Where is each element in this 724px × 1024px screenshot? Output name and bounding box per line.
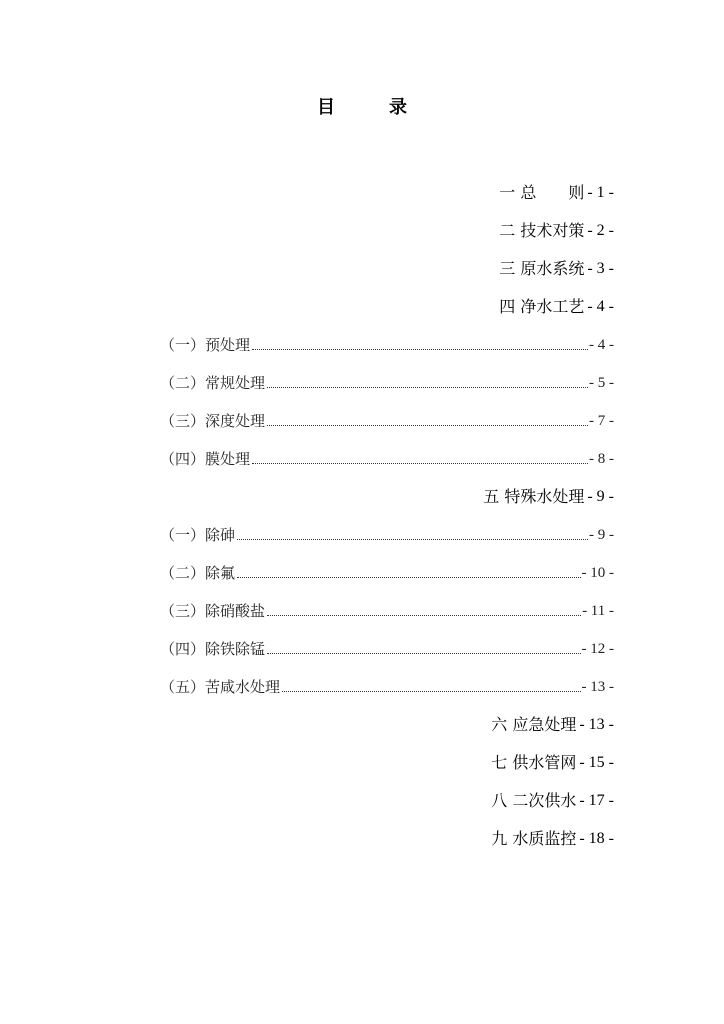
toc-entry[interactable] (499, 257, 614, 279)
toc-subentry[interactable] (160, 447, 614, 469)
dot-leader (267, 653, 580, 654)
toc-entry-page: - 2 - (587, 222, 614, 239)
toc-subentry-label: （五）苦咸水处理 (160, 678, 281, 696)
toc-entry-label: 五 特殊水处理 (483, 487, 585, 506)
toc-entry-label: 六 应急处理 (491, 715, 577, 734)
toc-entry[interactable] (499, 295, 614, 317)
toc-entry-label: 三 原水系统 (499, 259, 585, 278)
dot-leader (267, 425, 588, 426)
toc-subentry-page: - 11 - (582, 603, 614, 619)
toc-subentry[interactable] (160, 371, 614, 393)
toc-entry-label: 七 供水管网 (491, 753, 577, 772)
toc-subentry-label: （三）除硝酸盐 (160, 602, 266, 620)
toc-entry[interactable] (491, 789, 614, 811)
toc-entry-page: - 18 - (579, 830, 614, 847)
toc-entry-page: - 17 - (579, 792, 614, 809)
toc-subentry[interactable] (160, 637, 614, 659)
toc-subentry[interactable] (160, 409, 614, 431)
toc-subentry-page: - 4 - (589, 337, 614, 353)
toc-subentry-label: （一）预处理 (160, 336, 251, 354)
toc-subentry-label: （三）深度处理 (160, 412, 266, 430)
toc-subentry[interactable] (160, 333, 614, 355)
toc-subentry-label: （二）常规处理 (160, 374, 266, 392)
dot-leader (267, 387, 588, 388)
toc-subentry-page: - 13 - (581, 679, 614, 695)
dot-leader (282, 691, 580, 692)
toc-entry-label: 一 总 则 (499, 183, 585, 202)
toc-subentry-label: （二）除氟 (160, 564, 236, 582)
toc-subentry-label: （一）除砷 (160, 526, 236, 544)
dot-leader (267, 615, 581, 616)
toc-entry[interactable] (491, 827, 614, 849)
dot-leader (237, 577, 580, 578)
toc-subentry-page: - 9 - (589, 527, 614, 543)
toc-subentry-page: - 8 - (589, 451, 614, 467)
dot-leader (252, 463, 588, 464)
toc-subentry-page: - 7 - (589, 413, 614, 429)
toc-entry-label: 四 净水工艺 (499, 297, 585, 316)
dot-leader (252, 349, 588, 350)
toc-entry-page: - 15 - (579, 754, 614, 771)
toc-entry-label: 八 二次供水 (491, 791, 577, 810)
toc-subentry[interactable] (160, 523, 614, 545)
toc-entry[interactable] (483, 485, 614, 507)
toc-subentry-label: （四）膜处理 (160, 450, 251, 468)
toc-entry-page: - 1 - (587, 184, 614, 201)
toc-entry[interactable] (491, 713, 614, 735)
toc-subentry-label: （四）除铁除锰 (160, 640, 266, 658)
toc-entry-label: 二 技术对策 (499, 221, 585, 240)
toc-entry-page: - 3 - (587, 260, 614, 277)
toc-entry[interactable] (499, 219, 614, 241)
toc-entry-page: - 13 - (579, 716, 614, 733)
toc-subentry[interactable] (160, 675, 614, 697)
page-title: 目 录 (317, 97, 425, 118)
toc-entry-page: - 4 - (587, 298, 614, 315)
dot-leader (237, 539, 588, 540)
toc-subentry-page: - 12 - (581, 641, 614, 657)
toc-subentry[interactable] (160, 561, 614, 583)
toc-entry-label: 九 水质监控 (491, 829, 577, 848)
toc-subentry-page: - 5 - (589, 375, 614, 391)
toc-entry[interactable] (491, 751, 614, 773)
toc-entry[interactable] (499, 181, 614, 203)
toc-subentry[interactable] (160, 599, 614, 621)
toc-subentry-page: - 10 - (581, 565, 614, 581)
toc-entry-page: - 9 - (587, 488, 614, 505)
